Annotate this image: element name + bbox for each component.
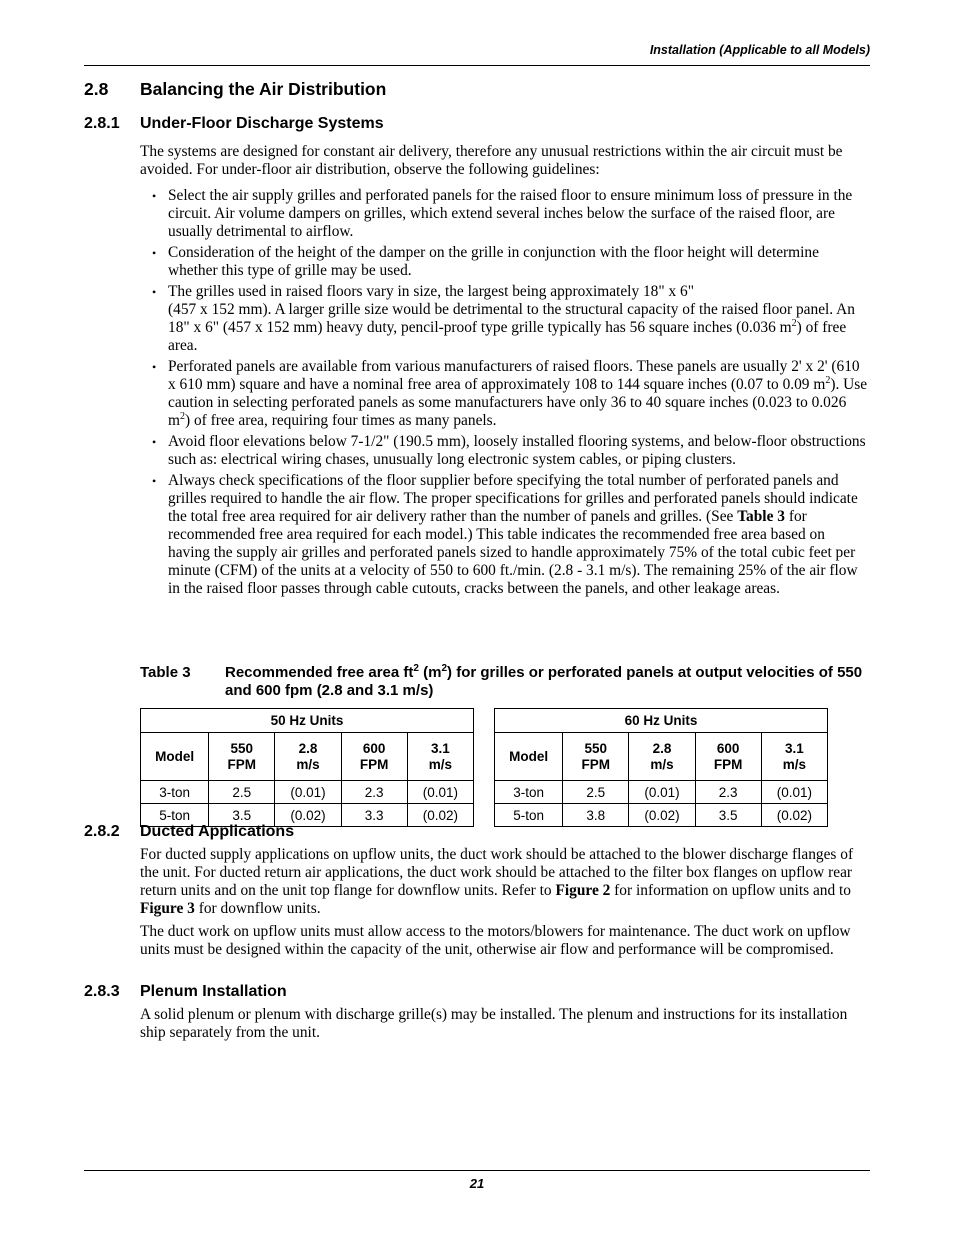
- superscript: 2: [825, 374, 831, 386]
- table-reference: Table 3: [737, 508, 785, 525]
- table-cell: (0.01): [629, 781, 695, 804]
- caption-text: (m: [418, 664, 442, 681]
- column-header: 550 FPM: [563, 733, 629, 781]
- superscript: 2: [179, 410, 185, 422]
- table-cell: 3.8: [563, 804, 629, 827]
- table-caption-text: [225, 664, 885, 700]
- section-heading-2-8-3: [84, 983, 287, 1001]
- table-cell: (0.02): [761, 804, 827, 827]
- list-item-text: Perforated panels are available from various manufacturers of raised floors. These panels are usually 2' x 2' (610 x 610 mm) square and have a nominal free area of approximately 108 to 144 square inches (0.07 to 0.09 m: [168, 358, 860, 393]
- table-60hz: [494, 708, 828, 827]
- table-cell: 2.3: [695, 781, 761, 804]
- table-cell: 2.5: [563, 781, 629, 804]
- table-cell: (0.01): [761, 781, 827, 804]
- table-cell: 5-ton: [141, 804, 209, 827]
- section-heading-2-8: [84, 79, 386, 100]
- bullet-icon: •: [152, 474, 157, 488]
- table-row: [141, 781, 474, 804]
- ducted-paragraph-1: [140, 846, 868, 918]
- column-header: 600 FPM: [341, 733, 407, 781]
- figure-reference: Figure 3: [140, 900, 195, 917]
- list-item-text: The grilles used in raised floors vary in size, the largest being approximately 18" x 6": [168, 283, 695, 300]
- section-number: 2.8.1: [84, 115, 120, 132]
- table-cell: (0.01): [275, 781, 341, 804]
- column-header: Model: [141, 733, 209, 781]
- table-cell: 3-ton: [495, 781, 563, 804]
- bullet-icon: •: [152, 246, 157, 260]
- section-title: Plenum Installation: [140, 983, 287, 1000]
- ducted-paragraph-2: The duct work on upflow units must allow access to the motors/blowers for maintenance. The duct work on upflow units must be designed within the capacity of the unit, otherwise air flow and performance will be compromised.: [140, 923, 851, 958]
- superscript: 2: [413, 663, 419, 674]
- bullet-icon: •: [152, 435, 157, 449]
- list-item: [140, 358, 870, 430]
- table-cell: 2.3: [341, 781, 407, 804]
- footer-rule: [84, 1170, 870, 1171]
- list-item: [140, 283, 870, 355]
- table-label: Table 3: [140, 664, 191, 681]
- column-header: 2.8 m/s: [629, 733, 695, 781]
- list-item-text: Always check specifications of the floor supplier before specifying the total number of perforated panels and grilles required to handle the air flow. The proper specifications for grilles and perforated panels should indicate the total free area required for air delivery rather than the number of panels and grilles. (See: [168, 472, 858, 525]
- section-number: 2.8.3: [84, 983, 120, 1000]
- list-item: [140, 433, 870, 469]
- paragraph-text: for information on upflow units and to: [610, 882, 851, 899]
- section-number: 2.8.2: [84, 823, 120, 840]
- superscript: 2: [791, 317, 797, 329]
- table-cell: 2.5: [209, 781, 275, 804]
- table-cell: 3.5: [209, 804, 275, 827]
- superscript: 2: [441, 663, 448, 674]
- table-cell: (0.02): [629, 804, 695, 827]
- table-cell: (0.02): [407, 804, 473, 827]
- column-header: 2.8 m/s: [275, 733, 341, 781]
- section-title: Balancing the Air Distribution: [140, 79, 387, 99]
- column-header: 600 FPM: [695, 733, 761, 781]
- column-header: 3.1 m/s: [761, 733, 827, 781]
- plenum-paragraph: A solid plenum or plenum with discharge grille(s) may be installed. The plenum and instructions for its installation ship separately from the unit.: [140, 1006, 848, 1041]
- list-item: [140, 187, 870, 241]
- column-header: 550 FPM: [209, 733, 275, 781]
- list-item-text: ) of free area.: [168, 319, 847, 354]
- column-header: Model: [495, 733, 563, 781]
- table-cell: (0.01): [407, 781, 473, 804]
- running-header: Installation (Applicable to all Models): [649, 43, 870, 57]
- caption-text: ) for grilles or perforated panels at output velocities of 550 and 600 fpm (2.8 and 3.1 m/s): [225, 664, 863, 699]
- table-cell: 3.3: [341, 804, 407, 827]
- paragraph-text: For ducted supply applications on upflow units, the duct work should be attached to the blower discharge flanges of the unit. For ducted return air applications, the duct work should be attached to the filter box flanges on upflow rear return units and on the unit top flange for downflow units. Refer to: [140, 846, 854, 899]
- section-number: 2.8: [84, 79, 109, 99]
- section-title: Ducted Applications: [140, 823, 295, 840]
- list-item-text: for recommended free area required for each model.) This table indicates the recommended free area based on having the supply air grilles and perforated panels sized to handle approximately 75% of the total cubic feet per minute (CFM) of the units at a velocity of 550 to 600 ft./min. (2.8 - 3.1 m/s). The remaining 25% of the air flow in the raised floor passes through cable cutouts, cracks between the panels, and other leakage areas.: [168, 508, 858, 597]
- list-item-text: Avoid floor elevations below 7-1/2" (190.5 mm), loosely installed flooring systems, and below-floor obstructions such as: electrical wiring chases, unusually long electronic system cables, or piping clusters.: [168, 433, 866, 468]
- intro-paragraph: The systems are designed for constant air delivery, therefore any unusual restrictions within the air circuit must be avoided. For under-floor air distribution, observe the following guidelines:: [140, 143, 843, 178]
- section-title: Under-Floor Discharge Systems: [140, 115, 384, 132]
- list-item-text: ) of free area, requiring four times as many panels.: [184, 412, 497, 429]
- table-cell: 3.5: [695, 804, 761, 827]
- caption-text: Recommended free area ft: [225, 664, 414, 681]
- header-rule: [84, 65, 870, 66]
- bullet-icon: •: [152, 189, 157, 203]
- list-item-text: Consideration of the height of the damper on the grille in conjunction with the floor height will determine whether this type of grille may be used.: [168, 244, 819, 279]
- column-header: 3.1 m/s: [407, 733, 473, 781]
- table-group-header: 50 Hz Units: [141, 709, 474, 733]
- section-heading-2-8-2: [84, 823, 294, 841]
- bullet-icon: •: [152, 285, 157, 299]
- table-50hz: [140, 708, 474, 827]
- bullet-icon: •: [152, 360, 157, 374]
- table-row: [495, 781, 828, 804]
- figure-reference: Figure 2: [555, 882, 611, 899]
- table-group-header: 60 Hz Units: [495, 709, 828, 733]
- guidelines-list: [140, 187, 870, 601]
- page-number: 21: [469, 1176, 485, 1191]
- table-row: [495, 804, 828, 827]
- table-cell: 5-ton: [495, 804, 563, 827]
- table-cell: (0.02): [275, 804, 341, 827]
- section-heading-2-8-1: [84, 115, 384, 133]
- list-item: [140, 244, 870, 280]
- list-item-text: (457 x 152 mm). A larger grille size would be detrimental to the structural capacity of the raised floor panel. An 18" x 6" (457 x 152 mm) heavy duty, pencil-proof type grille typically has 56 square inches (0.036 m: [168, 301, 855, 336]
- table-cell: 3-ton: [141, 781, 209, 804]
- paragraph-text: for downflow units.: [194, 900, 321, 917]
- list-item-text: ). Use caution in selecting perforated panels as some manufacturers have only 36 to 40 square inches (0.023 to 0.026 m: [168, 376, 868, 429]
- list-item-text: Select the air supply grilles and perforated panels for the raised floor to ensure minimum loss of pressure in the circuit. Air volume dampers on grilles, which extend several inches below the surface of the raised floor, are usually detrimental to airflow.: [168, 187, 853, 240]
- list-item: [140, 472, 870, 598]
